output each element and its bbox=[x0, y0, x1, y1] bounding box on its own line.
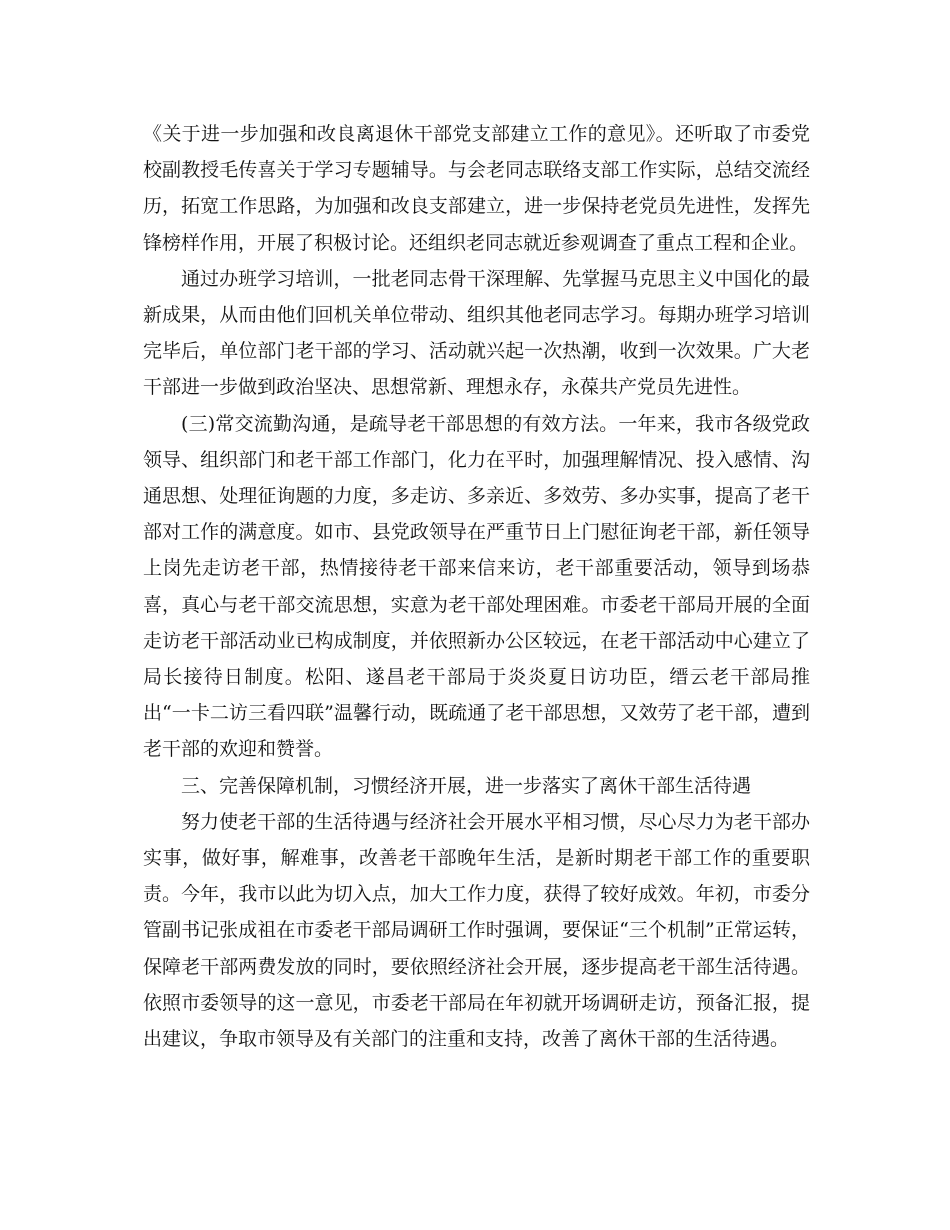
paragraph-2: 通过办班学习培训，一批老同志骨干深理解、先掌握马克思主义中国化的最新成果，从而由他们回机关单位带动、组织其他老同志学习。每期办班学习培训完毕后，单位部门老干部的学习、活动就兴起一次热潮，收到一次效果。广大老干部进一步做到政治坚决、思想常新、理想永存，永葆共产党员先进性。 bbox=[143, 267, 810, 399]
paragraph-1: 《关于进一步加强和改良离退休干部党支部建立工作的意见》。还听取了市委党校副教授毛传喜关于学习专题辅导。与会老同志联络支部工作实际，总结交流经历，拓宽工作思路，为加强和改良支部建立，进一步保持老党员先进性，发挥先锋榜样作用，开展了积极讨论。还组织老同志就近参观调查了重点工程和企业。 bbox=[143, 123, 810, 254]
paragraph-5: 努力使老干部的生活待遇与经济社会开展水平相习惯，尽心尽力为老干部办实事，做好事，解难事，改善老干部晚年生活，是新时期老干部工作的重要职责。今年，我市以此为切入点，加大工作力度，获得了较好成效。年初，市委分管副书记张成祖在市委老干部局调研工作时强调，要保证“三个机制”正常运转，保障老干部两费发放的同时，要依照经济社会开展，逐步提高老干部生活待遇。依照市委领导的这一意见，市委老干部局在年初就开场调研走访，预备汇报，提出建议，争取市领导及有关部门的注重和支持，改善了离休干部的生活待遇。 bbox=[143, 810, 810, 1051]
section-heading-3: 三、完善保障机制，习惯经济开展，进一步落实了离休干部生活待遇 bbox=[181, 774, 752, 797]
document-body bbox=[143, 116, 810, 1057]
paragraph-3: (三)常交流勤沟通，是疏导老干部思想的有效方法。一年来，我市各级党政领导、组织部门和老干部工作部门，化力在平时，加强理解情况、投入感情、沟通思想、处理征询题的力度，多走访、多亲近、多效劳、多办实事，提高了老干部对工作的满意度。如市、县党政领导在严重节日上门慰征询老干部，新任领导上岗先走访老干部，热情接待老干部来信来访，老干部重要活动，领导到场恭喜，真心与老干部交流思想，实意为老干部处理困难。市委老干部局开展的全面走访老干部活动业已构成制度，并依照新办公区较远，在老干部活动中心建立了局长接待日制度。松阳、遂昌老干部局于炎炎夏日访功臣，缙云老干部局推出“一卡二访三看四联”温馨行动，既疏通了老干部思想，又效劳了老干部，遭到老干部的欢迎和赞誉。 bbox=[143, 412, 810, 761]
